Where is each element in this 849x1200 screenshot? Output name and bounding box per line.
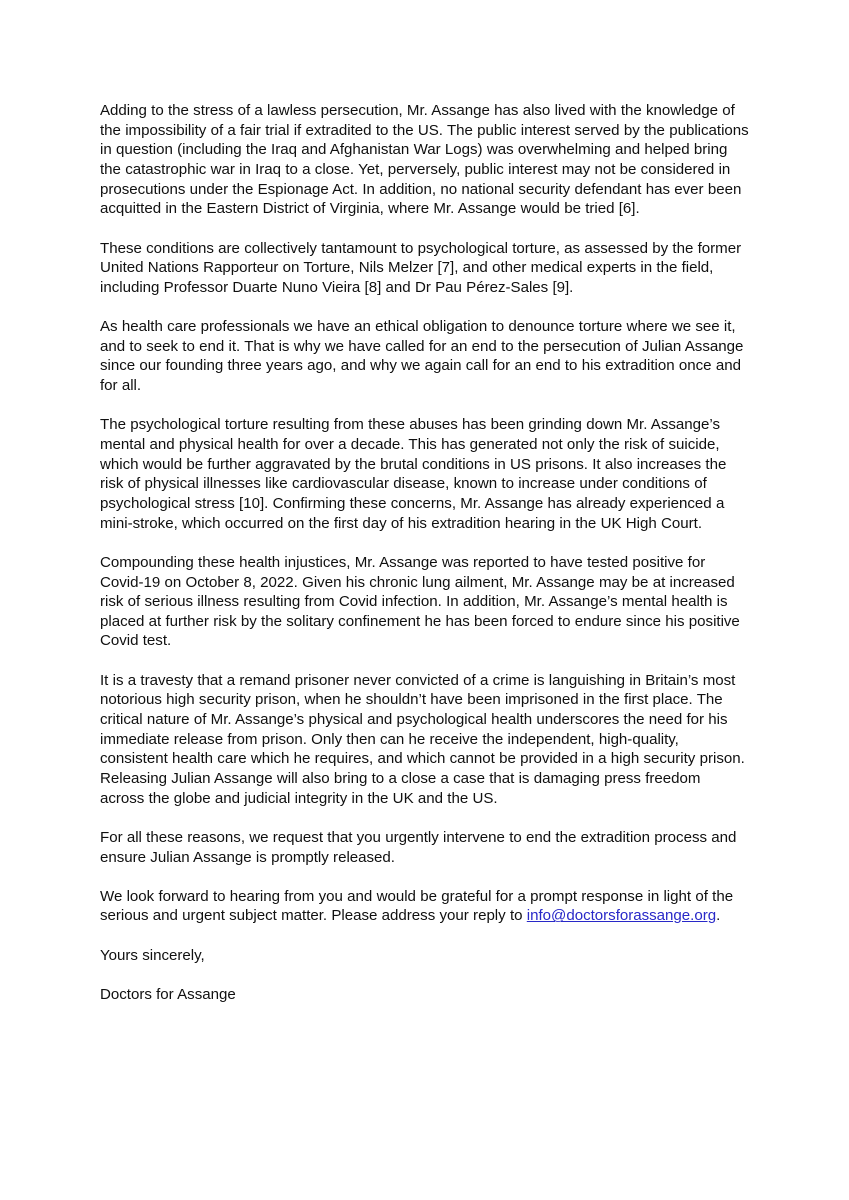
paragraph-travesty-remand-prisoner: It is a travesty that a remand prisoner never convicted of a crime is languishing in Britain’s most notorious high security prison, when he shouldn’t have been imprisoned in the first place. The critical nature of Mr. Assange’s physical and psychological health underscores the need for his immediate release from prison. Only then can he receive the independent, high-quality, consistent health care which he requires, and which cannot be provided in a high security prison. Releasing Julian Assange will also bring to a close a case that is damaging press freedom across the globe and judicial integrity in the UK and the US. (100, 671, 745, 807)
letter-body (100, 101, 749, 1004)
paragraph-covid-infection: Compounding these health injustices, Mr. Assange was reported to have tested positive for Covid-19 on October 8, 2022. Given his chronic lung ailment, Mr. Assange may be at increased risk of serious illness resulting from Covid infection. In addition, Mr. Assange’s mental health is placed at further risk by the solitary confinement he has been forced to endure since his positive Covid test. (100, 553, 740, 650)
paragraph-psychological-torture-assessment: These conditions are collectively tantamount to psychological torture, as assessed by the former United Nations Rapporteur on Torture, Nils Melzer [7], and other medical experts in the field, including Professor Duarte Nuno Vieira [8] and Dr Pau Pérez-Sales [9]. (100, 239, 742, 296)
paragraph-request-intervene: For all these reasons, we request that you urgently intervene to end the extradition process and ensure Julian Assange is promptly released. (100, 828, 737, 866)
contact-email-link[interactable]: info@doctorsforassange.org (526, 907, 717, 925)
paragraph-health-deterioration: The psychological torture resulting from these abuses has been grinding down Mr. Assange’s mental and physical health for over a decade. This has generated not only the risk of suicide, which would be further aggravated by the brutal conditions in US prisons. It also increases the risk of physical illnesses like cardiovascular disease, known to increase under conditions of psychological stress [10]. Confirming these concerns, Mr. Assange has already experienced a mini-stroke, which occurred on the first day of his extradition hearing in the UK High Court. (100, 416, 727, 532)
reply-request-text-after-link: . (716, 907, 721, 925)
paragraph-reply-request (100, 887, 749, 926)
signature-salutation: Yours sincerely, (100, 946, 205, 964)
paragraph-stress-lawless-persecution: Adding to the stress of a lawless persecution, Mr. Assange has also lived with the knowledge of the impossibility of a fair trial if extradited to the US. The public interest served by the publications in question (including the Iraq and Afghanistan War Logs) was overwhelming and helped bring the catastrophic war in Iraq to a close. Yet, perversely, public interest may not be considered in prosecutions under the Espionage Act. In addition, no national security defendant has ever been acquitted in the Eastern District of Virginia, where Mr. Assange would be tried [6]. (100, 102, 749, 218)
paragraph-ethical-obligation: As health care professionals we have an ethical obligation to denounce torture where we see it, and to seek to end it. That is why we have called for an end to the persecution of Julian Assange since our founding three years ago, and why we again call for an end to his extradition once and for all. (100, 318, 744, 395)
signature-signer: Doctors for Assange (100, 985, 236, 1003)
reply-request-text-before-link: We look forward to hearing from you and would be grateful for a prompt response in light of the serious and urgent subject matter. Please address your reply to (100, 887, 734, 925)
